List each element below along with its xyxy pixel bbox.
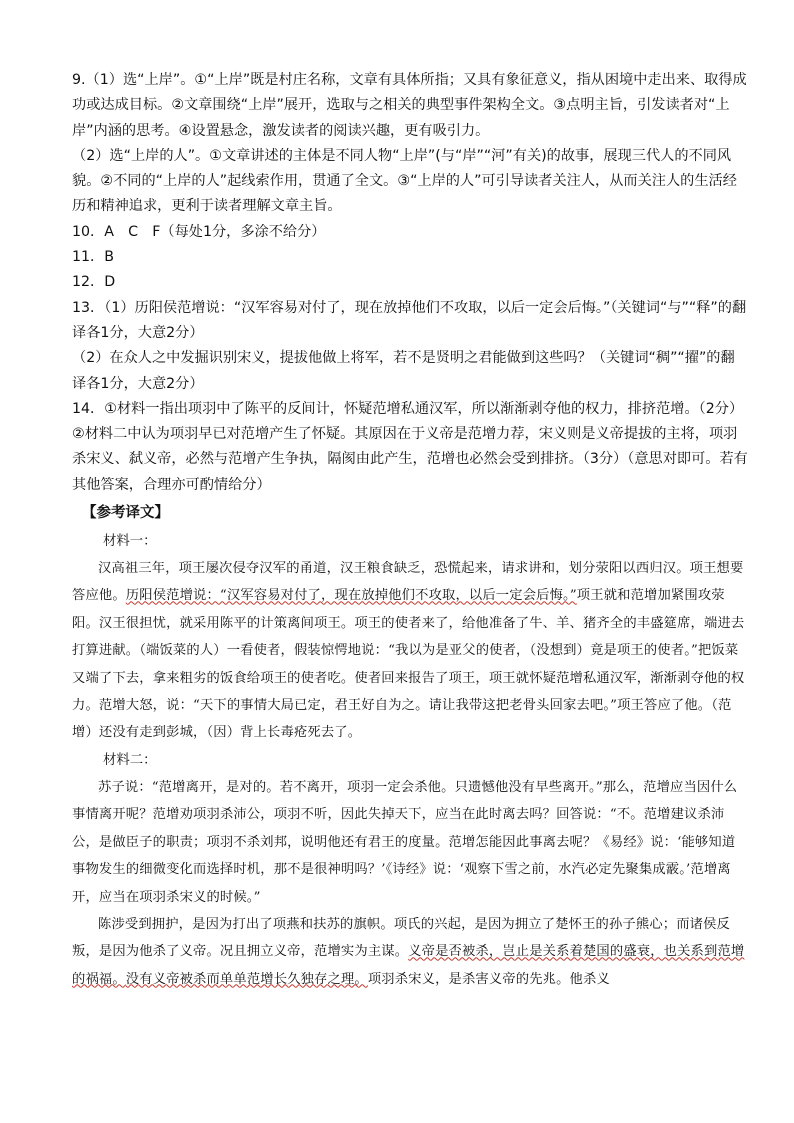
material-2-underlined-1: 义帝是否被杀，岂止是关系着楚国的盛衰，也关系到范增的祸福。 bbox=[72, 944, 745, 987]
material-2-text-2 bbox=[72, 911, 748, 993]
material-2-text-c: 项羽杀宋义，是杀害义帝的先兆。他杀义 bbox=[367, 971, 610, 987]
answer-14: 14．①材料一指出项羽中了陈平的反间计，怀疑范增私通汉军，所以渐渐剥夺他的权力，排挤范增。（2分）②材料二中认为项羽早已对范增产生了怀疑。其原因在于义帝是范增力荐，宋义则是义帝提拔的主将，项羽杀宋义、弑义帝，必然与范增产生争执，隔阂由此产生，范增也必然会受到排挤。（3分）（意思对即可。若有其他答案，合理亦可酌情给分） bbox=[72, 400, 748, 493]
material-1-text-a: 汉高祖三年，项王屡次侵夺汉军的甬道，汉王粮食缺乏，恐慌起来，请求讲和，划分荥阳以西归汉。项王想要答应他。 bbox=[72, 561, 744, 604]
material-1-label: 材料一： bbox=[103, 534, 157, 550]
material-2-underlined-2: 没有义帝被杀而单单范增长久独存之理。 bbox=[125, 971, 368, 987]
material-2-label: 材料二： bbox=[103, 752, 157, 768]
material-1-text-b: 项王就和范增加紧围攻荥阳。汉王很担忧，就采用陈平的计策离间项王。项王的使者来了，给他准备了牛、羊、猪齐全的丰盛筵席，端进去打算进献。（端饭菜的人）一看使者，假装惊愕地说：“我以为是亚父的使者，（没想到）竟是项王的使者。”把饭菜又端了下去，拿来粗劣的饭食给项王的使者吃。使者回来报告了项王，项王就怀疑范增私通汉军，渐渐剥夺他的权力。范增大怒，说：“天下的事情大局已定，君王好自为之。请让我带这把老骨头回家去吧。”项王答应了他。（范增）还没有走到彭城，（因）背上长毒疮死去了。 bbox=[72, 588, 745, 741]
answer-13-part2: （2）在众人之中发掘识别宋义，提拔他做上将军，若不是贤明之君能做到这些吗？（关键词“稠”“擢”的翻译各1分，大意2分） bbox=[72, 350, 735, 392]
answer-9-part2: （2）选“上岸的人”。①文章讲述的主体是不同人物“上岸”(与“岸”“河”有关)的故事，展现三代人的不同风貌。②不同的“上岸的人”起线索作用，贯通了全文。③“上岸的人”可引导读者关注人，从而关注人的生活经历和精神追求，更利于读者理解文章主旨。 bbox=[72, 147, 737, 215]
answer-10: 10．A C F（每处1分，多涂不给分） bbox=[72, 223, 326, 240]
answer-9-part1: 9.（1）选“上岸”。①“上岸”既是村庄名称，文章有具体所指；又具有象征意义，指从困境中走出来、取得成功或达成目标。②文章围绕“上岸”展开，选取与之相关的典型事件架构全文。③点明主旨，引发读者对“上岸”内涵的思考。④设置悬念，激发读者的阅读兴趣，更有吸引力。 bbox=[72, 72, 747, 139]
material-1-text bbox=[72, 555, 748, 747]
answer-12: 12．D bbox=[72, 274, 116, 291]
material-2-text-1: 苏子说：“范增离开，是对的。若不离开，项羽一定会杀他。只遗憾他没有早些离开。”那么，范增应当因什么事情离开呢？范增劝项羽杀沛公，项羽不听，因此失掉天下，应当在此时离去吗？回答说：“不。范增建议杀沛公，是做臣子的职责；项羽不杀刘邦，说明他还有君王的度量。范增怎能因此事离去呢？《易经》说：‘能够知道事物发生的细微变化而选择时机，那不是很神明吗？’《诗经》说：‘观察下雪之前，水汽必定先聚集成霰。’范增离开，应当在项羽杀宋义的时候。” bbox=[72, 779, 738, 905]
material-2-text-b: 陈涉受到拥护，是因为打出了项燕和扶苏的旗帜。项氏的兴起，是因为拥立了楚怀王的孙子熊心；而诸侯反叛，是因为他杀了义帝。况且拥立义帝，范增实为主谋。 bbox=[72, 916, 731, 960]
answer-13-part1: 13．（1）历阳侯范增说：“汉军容易对付了，现在放掉他们不攻取，以后一定会后悔。”（关键词“与”“释”的翻译各1分，大意2分） bbox=[72, 299, 747, 341]
answer-11: 11．B bbox=[72, 249, 114, 266]
reference-translation-heading: 【参考译文】 bbox=[82, 505, 169, 522]
material-1-underlined: 历阳侯范增说：“汉军容易对付了，现在放掉他们不攻取，以后一定会后悔。” bbox=[125, 588, 577, 604]
